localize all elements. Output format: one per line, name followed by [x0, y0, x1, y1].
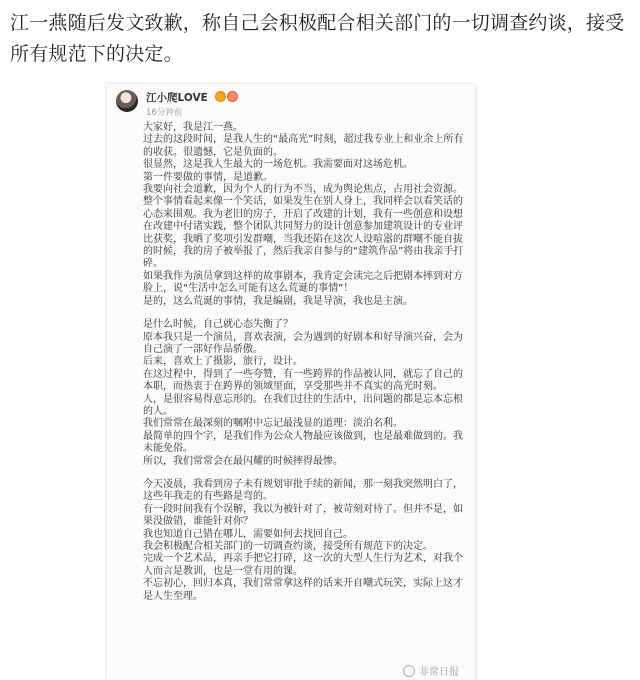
fan-badge-icon	[227, 91, 238, 102]
watermark-logo-icon	[403, 665, 415, 677]
post-paragraph: 整个事情看起来像一个笑话，如果发生在别人身上，我同样会以看笑话的心态来围观。我为老旧的房子，开启了改建的计划，我有一些创意和设想在改建中付诸实践，整个团队共同努力的设计创意参加建筑设计的专业评比获奖，我晒了奖项引发群嘲，当我还陷在这次人设喧嚣的群嘲不能自拔的时候，我的房子被举报了，然后我亲自参与的“建筑作品”将由我亲手打碎。	[143, 196, 464, 270]
post-paragraph: 今天凌晨，我看到房子未有规划审批手续的新闻，那一刻我突然明白了，这些年我走的有些路是弯的。	[143, 478, 463, 503]
post-paragraph: 完成一个艺术品，再亲手把它打碎，这一次的大型人生行为艺术，对我个人而言是教训，也是一堂有用的课。	[143, 553, 463, 577]
paragraph-gap	[143, 468, 471, 479]
post-paragraph: 后来，喜欢上了摄影，旅行，设计。	[143, 356, 303, 368]
post-paragraph: 人，是很容易得意忘形的。在我们过往的生活中，出问题的都是忘本忘根的人。	[143, 393, 463, 417]
post-time: 16分钟前	[146, 108, 183, 118]
paragraph-gap	[143, 308, 471, 319]
post-paragraph: 是什么时候，自己就心态失衡了？	[143, 319, 293, 331]
post-paragraph: 我也知道自己错在哪儿，需要如何去找回自己。	[143, 528, 353, 540]
post-paragraph: 如果我作为演员拿到这样的故事剧本，我肯定会读完之后把剧本摔到对方脸上，说“生活中怎么可能有这么荒诞的事情”！	[143, 270, 463, 295]
post-paragraph: 所以，我们常常会在最闪耀的时候摔得最惨。	[143, 455, 343, 467]
post-body	[143, 122, 471, 603]
weibo-post-screenshot	[107, 84, 475, 680]
post-paragraph: 大家好，我是江一燕。	[143, 122, 243, 133]
post-paragraph: 在这过程中，得到了一些夸赞，有一些跨界的作品被认同，就忘了自己的本职，而热衷于在跨界的领域里面，享受那些并不真实的高光时刻。	[143, 368, 463, 393]
post-paragraph: 第一件要做的事情，是道歉。	[143, 171, 273, 183]
post-paragraph: 很显然，这是我人生最大的一场危机。我需要面对这场危机。	[143, 159, 413, 171]
post-paragraph: 不忘初心，回归本真，我们常常拿这样的话来开自嘲式玩笑，实际上这才是人生至理。	[143, 578, 463, 602]
post-paragraph: 有一段时间我有个误解，我以为被针对了，被苛刻对待了。但并不是，如果没做错，谁能针对你？	[143, 503, 463, 528]
article-caption: 江一燕随后发文致歉，称自己会积极配合相关部门的一切调查约谈，接受所有规范下的决定。	[10, 12, 625, 65]
post-paragraph: 我会积极配合相关部门的一切调查约谈，接受所有规范下的决定。	[143, 541, 433, 552]
post-paragraph: 过去的这段时间，是我人生的“最高光”时刻，超过我专业上和业余上所有的收获。很遗憾，它是负面的。	[143, 134, 464, 158]
post-paragraph: 最简单的四个字，是我们作为公众人物最应该做到，也是最难做到的。我未能免俗。	[143, 430, 463, 455]
post-paragraph: 我要向社会道歉，因为个人的行为不当，成为舆论焦点，占用社会资源。	[143, 184, 463, 196]
avatar[interactable]	[116, 90, 138, 112]
post-paragraph: 原本我只是一个演员，喜欢表演，会为遇到的好剧本和好导演兴奋，会为自己演了一部好作品骄傲。	[143, 331, 463, 355]
post-username[interactable]: 江小爬LOVE	[146, 92, 208, 104]
vip-badge-icon	[215, 91, 226, 102]
post-paragraph: 是的，这么荒诞的事情，我是编剧，我是导演，我也是主演。	[143, 295, 413, 307]
watermark: 非常日报	[419, 667, 459, 678]
post-paragraph: 我们常常在最深刻的嘱咐中忘记最浅显的道理：淡泊名利。	[143, 418, 403, 430]
